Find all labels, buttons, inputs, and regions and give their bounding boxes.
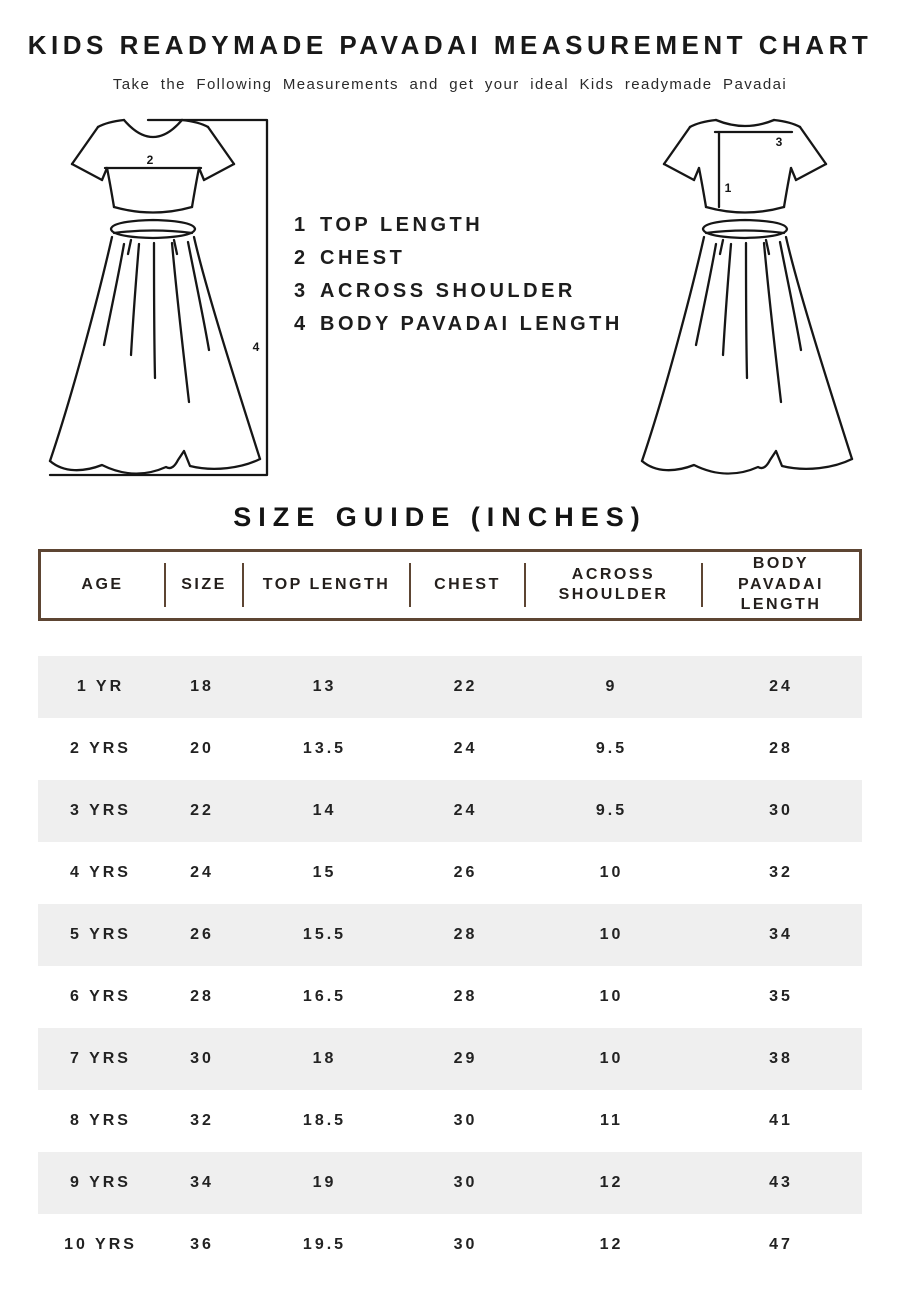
cell-size: 22 (190, 802, 214, 819)
legend-item-number: 4 (294, 313, 309, 335)
cell-top-length: 13 (312, 678, 337, 695)
measurement-legend (294, 214, 623, 346)
body-length-marker-label: 4 (252, 340, 260, 354)
cell-chest: 28 (453, 926, 478, 943)
cell-age: 2 YRS (70, 740, 131, 757)
legend-item-label: BODY PAVADAI LENGTH (320, 313, 623, 335)
legend-item-label: CHEST (320, 247, 406, 269)
cell-size: 20 (190, 740, 214, 757)
header-cell-top-length: TOP LENGTH (262, 575, 391, 593)
cell-chest: 26 (453, 864, 478, 881)
cell-chest: 24 (453, 740, 478, 757)
table-row (38, 1152, 862, 1214)
legend-item-label: ACROSS SHOULDER (320, 280, 576, 302)
legend-item-top-length (294, 214, 623, 247)
cell-top-length: 19.5 (302, 1236, 347, 1253)
cell-size: 26 (190, 926, 214, 943)
table-row (38, 1090, 862, 1152)
cell-chest: 24 (453, 802, 478, 819)
cell-across-shoulder: 10 (599, 1050, 624, 1067)
cell-body-pavadai-length: 30 (769, 802, 793, 819)
cell-body-pavadai-length: 34 (769, 926, 793, 943)
cell-body-pavadai-length: 35 (769, 988, 793, 1005)
cell-size: 18 (190, 678, 214, 695)
cell-age: 7 YRS (70, 1050, 131, 1067)
legend-item-number: 3 (294, 280, 309, 302)
table-row (38, 842, 862, 904)
page-subtitle: Take the Following Measurements and get your ideal Kids readymade Pavadai (112, 76, 788, 93)
cell-body-pavadai-length: 32 (769, 864, 793, 881)
cell-age: 4 YRS (70, 864, 131, 881)
cell-across-shoulder: 10 (599, 988, 624, 1005)
pavadai-back-figure-illustration (628, 108, 866, 482)
cell-size: 30 (190, 1050, 214, 1067)
legend-item-body-pavadai-length (294, 313, 623, 346)
cell-top-length: 18.5 (302, 1112, 347, 1129)
cell-size: 36 (190, 1236, 214, 1253)
table-row (38, 1214, 862, 1276)
cell-age: 1 YR (76, 678, 125, 695)
cell-age: 8 YRS (70, 1112, 131, 1129)
cell-chest: 22 (453, 678, 478, 695)
cell-body-pavadai-length: 28 (769, 740, 793, 757)
cell-top-length: 13.5 (302, 740, 347, 757)
cell-age: 10 YRS (64, 1236, 137, 1253)
cell-body-pavadai-length: 47 (769, 1236, 793, 1253)
cell-size: 34 (190, 1174, 214, 1191)
cell-chest: 30 (453, 1236, 478, 1253)
table-row (38, 1028, 862, 1090)
cell-across-shoulder: 10 (599, 864, 624, 881)
legend-item-number: 1 (294, 214, 309, 236)
cell-across-shoulder: 12 (599, 1174, 624, 1191)
cell-across-shoulder: 9 (605, 678, 618, 695)
cell-chest: 28 (453, 988, 478, 1005)
cell-chest: 29 (453, 1050, 478, 1067)
legend-item-label: TOP LENGTH (320, 214, 484, 236)
chest-marker-label: 2 (146, 153, 154, 167)
cell-chest: 30 (453, 1174, 478, 1191)
table-row (38, 656, 862, 718)
table-row (38, 966, 862, 1028)
cell-age: 3 YRS (70, 802, 131, 819)
cell-top-length: 15 (312, 864, 337, 881)
top-length-marker-label: 1 (724, 181, 732, 195)
legend-item-chest (294, 247, 623, 280)
cell-body-pavadai-length: 24 (769, 678, 793, 695)
header-cell-body-pavadai-length: BODY PAVADAI LENGTH (738, 555, 824, 614)
header-cell-chest: CHEST (434, 575, 501, 593)
header-cell-across-shoulder: ACROSS SHOULDER (558, 565, 669, 603)
page-title: KIDS READYMADE PAVADAI MEASUREMENT CHART (27, 30, 873, 60)
cell-age: 9 YRS (70, 1174, 131, 1191)
cell-body-pavadai-length: 38 (769, 1050, 793, 1067)
header-cell-age: AGE (81, 575, 124, 593)
cell-size: 28 (190, 988, 214, 1005)
cell-size: 24 (190, 864, 214, 881)
cell-across-shoulder: 9.5 (595, 740, 628, 757)
cell-top-length: 16.5 (302, 988, 347, 1005)
header-cell-size: SIZE (181, 575, 227, 593)
cell-across-shoulder: 11 (600, 1112, 623, 1129)
cell-top-length: 14 (312, 802, 337, 819)
cell-size: 32 (190, 1112, 214, 1129)
size-table-header (38, 549, 862, 621)
cell-top-length: 19 (312, 1174, 337, 1191)
cell-top-length: 15.5 (302, 926, 347, 943)
cell-age: 6 YRS (70, 988, 131, 1005)
cell-chest: 30 (453, 1112, 478, 1129)
legend-item-across-shoulder (294, 280, 623, 313)
cell-age: 5 YRS (70, 926, 131, 943)
cell-across-shoulder: 10 (599, 926, 624, 943)
size-table-body (38, 656, 862, 1276)
cell-body-pavadai-length: 43 (769, 1174, 793, 1191)
cell-across-shoulder: 9.5 (595, 802, 628, 819)
legend-item-number: 2 (294, 247, 309, 269)
cell-top-length: 18 (312, 1050, 337, 1067)
size-guide-heading: SIZE GUIDE (INCHES) (233, 502, 647, 532)
cell-across-shoulder: 12 (599, 1236, 624, 1253)
table-row (38, 718, 862, 780)
body-length-bracket-line (50, 120, 267, 475)
cell-body-pavadai-length: 41 (769, 1112, 793, 1129)
across-shoulder-marker-label: 3 (775, 135, 783, 149)
table-row (38, 780, 862, 842)
table-row (38, 904, 862, 966)
pavadai-front-figure-illustration (36, 108, 274, 482)
